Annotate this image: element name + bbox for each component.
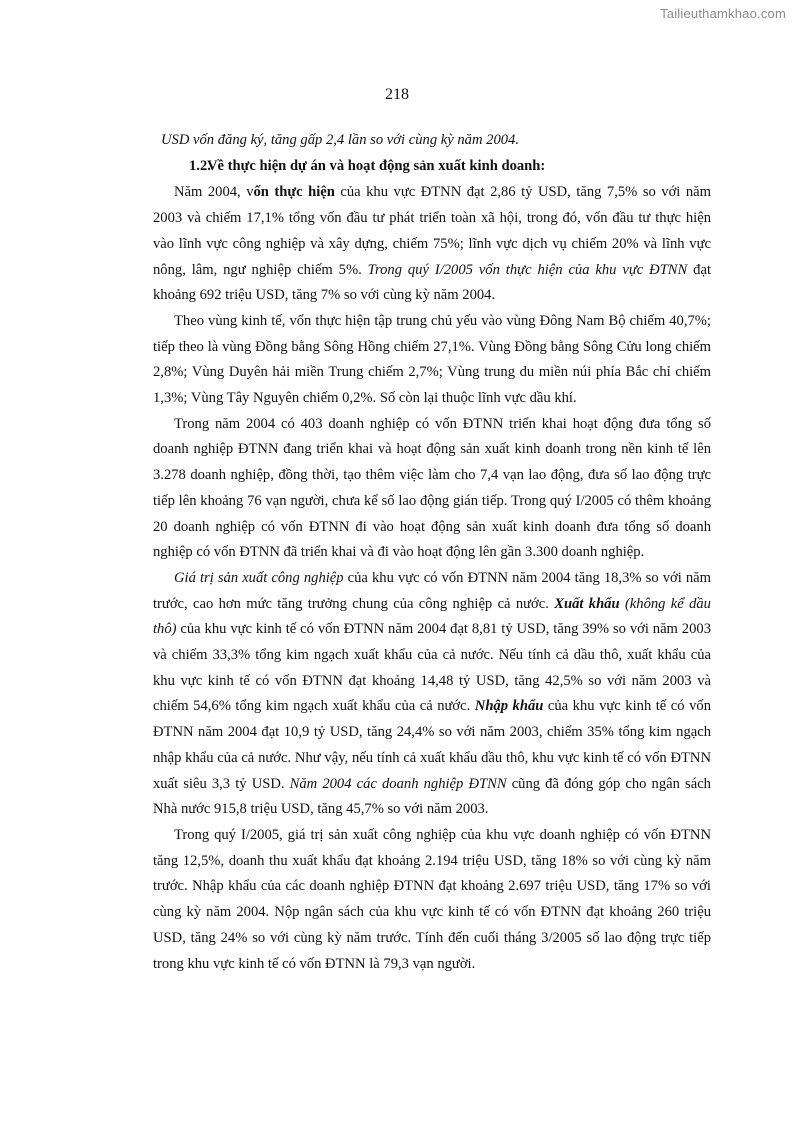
- section-title: Về thực hiện dự án và hoạt động sản xuất kinh doanh:: [207, 157, 546, 174]
- p4-italic-h: Năm 2004 các doanh nghiệp ĐTNN: [289, 775, 507, 792]
- p1-text-c: của khu vực ĐTNN đạt 2,86 tỷ USD, tăng 7,5% so với năm 2003 và chiếm 17,1% tổng vốn đầu tư phát triển toàn xã hội, trong đó, vốn đầu tư thực hiện vào lĩnh vực công nghiệp và xây dựng, chiếm 75%; lĩnh vực dịch vụ chiếm 20% và lĩnh vực nông, lâm, ngư nghiệp chiếm 5%.: [153, 184, 711, 278]
- p1-italic: Trong quý I/2005 vốn thực hiện của khu vực ĐTNN: [367, 261, 688, 278]
- p4-text-i: cũng đã đóng góp cho ngân sách Nhà nước 915,8 triệu USD, tăng 45,7% so với năm 2003.: [153, 775, 711, 818]
- p4-text-g: của khu vực kinh tế có vốn ĐTNN năm 2004 đạt 10,9 tỷ USD, tăng 24,4% so với năm 2003, chiếm 35% tổng kim ngạch nhập khẩu của cả nước. Như vậy, nếu tính cả xuất khẩu dầu thô, khu vực kinh tế có vốn ĐTNN xuất siêu 3,3 tỷ USD.: [153, 698, 711, 792]
- paragraph-3: Trong năm 2004 có 403 doanh nghiệp có vốn ĐTNN triển khai hoạt động đưa tổng số doanh nghiệp ĐTNN đang triển khai và hoạt động sản xuất kinh doanh trong nền kinh tế lên 3.278 doanh nghiệp, đồng thời, tạo thêm việc làm cho 7,4 vạn lao động, đưa số lao động trực tiếp lên khoảng 76 vạn người, chưa kể số lao động gián tiếp. Trong quý I/2005 có thêm khoảng 20 doanh nghiệp có vốn ĐTNN đi vào hoạt động sản xuất kinh doanh đưa tổng số doanh nghiệp có vốn ĐTNN đã triển khai và đi vào hoạt động lên gần 3.300 doanh nghiệp.: [153, 415, 711, 561]
- page-number: 218: [385, 86, 409, 103]
- p1-text-a: Năm 2004, v: [174, 184, 254, 201]
- section-number: 1.2.: [189, 157, 211, 174]
- p1-bold: ốn thực hiện: [253, 184, 335, 201]
- p4-text-b: của khu vực có vốn ĐTNN năm 2004 tăng 18,3% so với năm trước, cao hơn mức tăng trưởng chung của công nghiệp cả nước.: [153, 569, 711, 612]
- watermark: Tailieuthamkhao.com: [660, 6, 786, 21]
- paragraph-4: [153, 566, 711, 823]
- section-heading: [153, 154, 711, 180]
- p4-export-term: Xuất khẩu: [554, 595, 620, 612]
- p4-italic-d: (không kể dầu thô): [153, 595, 711, 638]
- p4-text-e: của khu vực kinh tế có vốn ĐTNN năm 2004 đạt 8,81 tỷ USD, tăng 39% so với năm 2003 và chiếm 33,3% tổng kim ngạch xuất khẩu của cả nước. Nếu tính cả dầu thô, xuất khẩu của khu vực kinh tế có vốn ĐTNN đạt khoảng 14,48 tỷ USD, tăng 42,5% so với năm 2003 và chiếm 54,6% tổng kim ngạch xuất khẩu của cả nước.: [153, 621, 711, 715]
- p4-import-term: Nhập khẩu: [474, 698, 544, 715]
- p4-italic-a: Giá trị sản xuất công nghiệp: [174, 569, 344, 586]
- paragraph-5: Trong quý I/2005, giá trị sản xuất công nghiệp của khu vực doanh nghiệp có vốn ĐTNN tăng 12,5%, doanh thu xuất khẩu đạt khoảng 2.194 triệu USD, tăng 18% so với cùng kỳ năm trước. Nhập khẩu của các doanh nghiệp ĐTNN đạt khoảng 2.697 triệu USD, tăng 17% so với cùng kỳ năm 2004. Nộp ngân sách của khu vực kinh tế có vốn ĐTNN đạt khoảng 260 triệu USD, tăng 24% so với cùng kỳ năm trước. Tính đến cuối tháng 3/2005 số lao động trực tiếp trong khu vực kinh tế có vốn ĐTNN là 79,3 vạn người.: [153, 826, 711, 972]
- document-body: [153, 128, 711, 977]
- paragraph-2: Theo vùng kinh tế, vốn thực hiện tập trung chủ yếu vào vùng Đông Nam Bộ chiếm 40,7%; tiếp theo là vùng Đồng bằng Sông Hồng chiếm 27,1%. Vùng Đồng bằng Sông Cửu long chiếm 2,8%; Vùng Duyên hải miền Trung chiếm 2,7%; Vùng trung du miền núi phía Bắc chỉ chiếm 1,3%; Vùng Tây Nguyên chiếm 0,2%. Số còn lại thuộc lĩnh vực dầu khí.: [153, 312, 711, 407]
- paragraph-1: [153, 180, 711, 309]
- p1-text-e: đạt khoảng 692 triệu USD, tăng 7% so với cùng kỳ năm 2004.: [153, 261, 711, 304]
- lead-line: USD vốn đăng ký, tăng gấp 2,4 lần so với cùng kỳ năm 2004.: [161, 132, 519, 148]
